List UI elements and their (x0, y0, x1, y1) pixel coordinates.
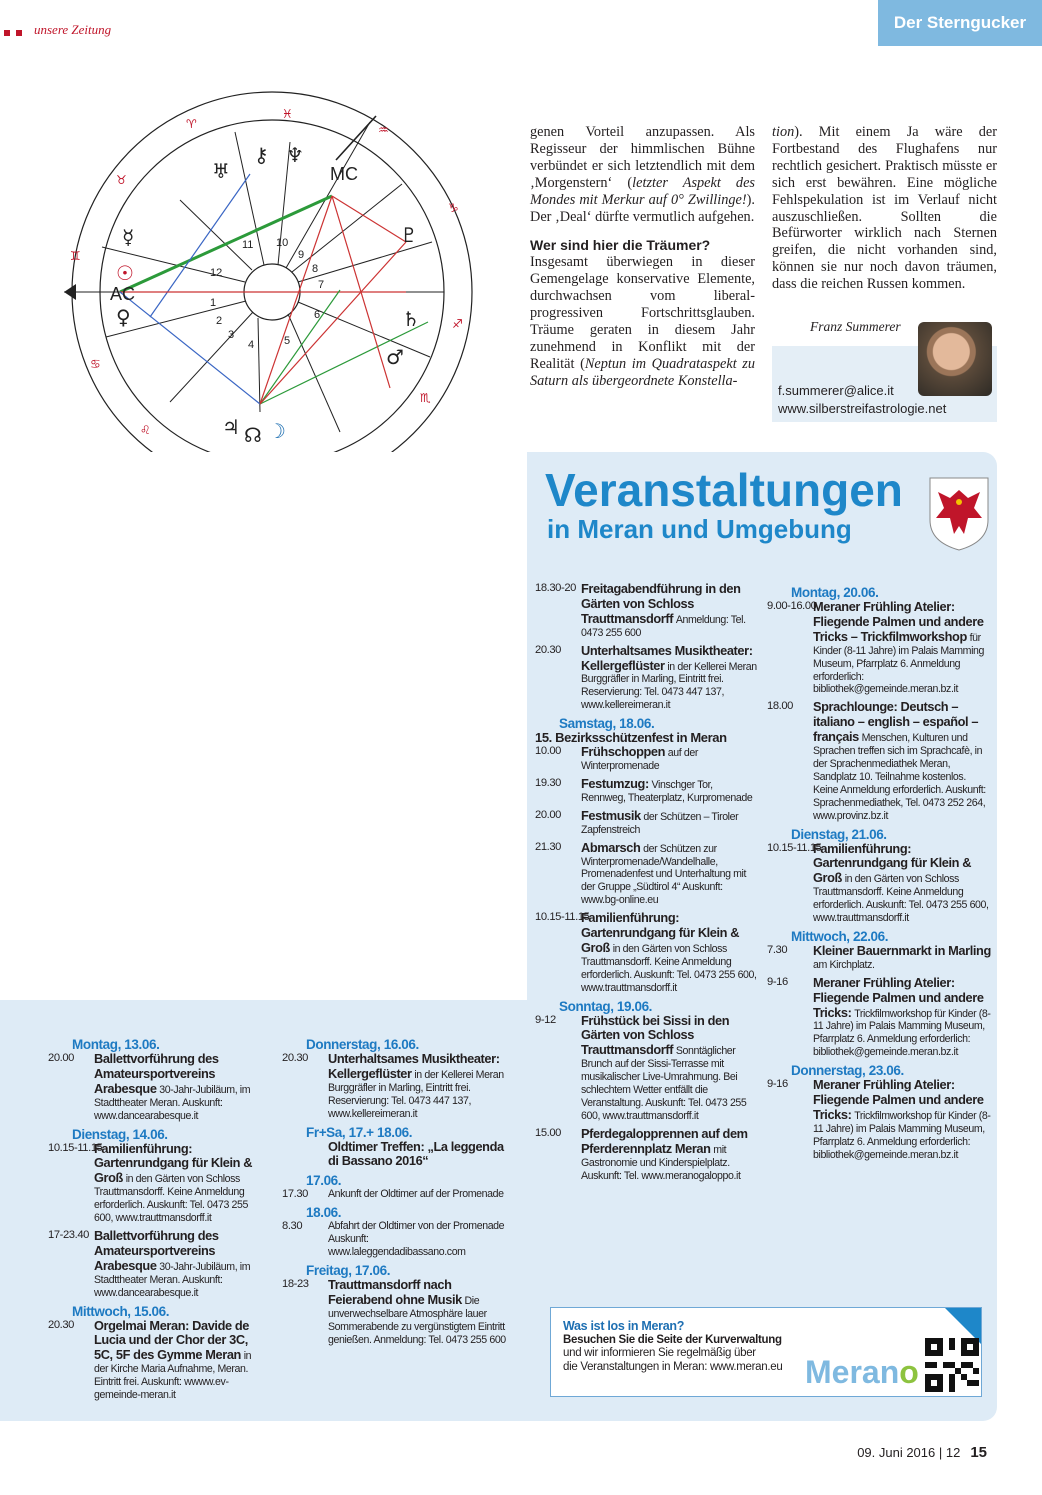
event-item (535, 777, 757, 805)
event-name: Freitagabendführung in den Gärten von Schloss Trauttmansdorff (581, 581, 741, 626)
event-name: Abmarsch (581, 839, 641, 855)
event-day-heading: Fr+Sa, 17.+ 18.06. (306, 1124, 413, 1140)
event-name: Meraner Frühling Atelier: Fliegende Palmen und andere Tricks: (813, 974, 984, 1020)
event-details: in der Kellerei Meran Burggräfler in Marling, Eintritt frei. Reservierung: Tel. 0473 447 137, www.kellereimeran.it (581, 660, 757, 712)
svg-text:♋: ♋ (90, 357, 101, 371)
event-details: 30-Jahr-Jubiläum, im Stadttheater Meran. Auskunft: www.dancearabesque.it (94, 1260, 251, 1299)
event-details: Ankunft der Oldtimer auf der Promenade (328, 1188, 504, 1201)
event-time: 15.00 (535, 1126, 561, 1139)
svg-text:♐: ♐ (452, 317, 463, 331)
house-number: 9 (298, 249, 305, 261)
event-time: 7.30 (767, 943, 788, 956)
svg-text:♇: ♇ (400, 223, 418, 247)
event-item (535, 841, 757, 908)
event-item (535, 1127, 757, 1183)
svg-text:♈: ♈ (186, 117, 197, 131)
events-column-2 (282, 1034, 508, 1351)
events-column-3 (535, 582, 757, 1186)
events-column-4 (767, 582, 991, 1166)
event-details: auf der Winterpromenade (581, 747, 698, 773)
event-details: in den Gärten von Schloss Trauttmansdorff. Keine Anmeldung erforderlich. Auskunft: Tel. 0473 255 600, www.trauttmansdorff.it (94, 1173, 249, 1225)
article-subhead: Wer sind hier die Träumer? (530, 237, 711, 254)
event-details: am Kirchplatz. (813, 958, 875, 971)
event-group-heading: 15. Bezirksschützenfest in Meran (535, 730, 727, 746)
event-details: Die unverwechselbare Atmosphäre lauer Sommerabende zu vergünstigtem Eintritt genießen. Anmeldung: Tel. 0473 255 600 (328, 1294, 506, 1346)
svg-text:♅: ♅ (212, 159, 230, 183)
header-mark (16, 30, 22, 36)
house-number: 5 (284, 335, 291, 347)
event-name: Kleiner Bauernmarkt in Marling (813, 942, 991, 958)
event-name: Sprachlounge: Deutsch – italiano – english – español – français (813, 699, 979, 745)
svg-text:♃: ♃ (222, 415, 240, 439)
event-name: Frühschoppen (581, 744, 666, 760)
event-day-heading: Montag, 13.06. (72, 1037, 160, 1052)
svg-text:♆: ♆ (286, 143, 304, 167)
event-item (535, 1014, 757, 1123)
panel-cutout (0, 452, 527, 1000)
event-details: Sonntäglicher Brunch auf der Sissi-Terrasse mit musikalischer Live-Umrahmung. Bei schlechtem Wetter entfällt die Veranstaltung. Auskunft: Tel. 0473 255 600, www.trauttmansdorff.it (581, 1045, 747, 1122)
event-details: der Schützen – Tiroler Zapfenstreich (581, 810, 739, 836)
house-number: 2 (216, 315, 223, 327)
svg-text:♂: ♂ (386, 345, 404, 369)
publication-logo: unsere Zeitung (34, 22, 112, 37)
event-time: 20.30 (48, 1318, 74, 1331)
event-name: Festumzug: (581, 775, 649, 791)
event-details: für Kinder (8-11 Jahre) im Palais Mamming Museum, Pfarrplatz 6. Anmeldung erforderlich: bibliothek@gemeinde.meran.bz.it (813, 631, 985, 696)
event-item (48, 1052, 266, 1123)
event-name: Trauttmansdorff nach Feierabend ohne Musik (328, 1276, 462, 1307)
house-number: 7 (318, 279, 325, 291)
author-website[interactable]: www.silberstreifastrologie.net (778, 401, 947, 416)
event-name: Pferdegalopprennen auf dem Pferderennplatz Meran (581, 1125, 748, 1156)
event-name: Ballettvorführung des Amateursportvereins Arabesque (94, 1227, 219, 1273)
event-details: in der Kirche Maria Aufnahme, Meran. Eintritt frei. Auskunft: wwww.ev-gemeinde-meran.it (94, 1350, 252, 1402)
event-details: Trickfilmworkshop für Kinder (8-11 Jahre) im Palais Mamming Museum, Pfarrplatz 6. Anmeldung erforderlich: bibliothek@gemeinde.meran.bz.it (813, 1110, 991, 1161)
horoscope-chart (50, 82, 510, 492)
event-item (535, 911, 757, 994)
svg-text:♌: ♌ (140, 423, 151, 437)
svg-text:⚷: ⚷ (254, 143, 269, 167)
event-time: 18.00 (767, 700, 793, 713)
event-details: in den Gärten von Schloss Trauttmansdorff. Keine Anmeldung erforderlich. Auskunft: Tel. 0473 255 600, www.trauttmansdorff.it (581, 942, 757, 994)
event-day-heading: Freitag, 17.06. (306, 1262, 391, 1278)
event-time: 10.15-11.15 (767, 841, 822, 854)
event-item (535, 644, 757, 713)
event-details: Vinschger Tor, Rennweg, Theaterplatz, Kurpromenade (581, 778, 753, 804)
event-details: in der Kellerei Meran Burggräfler in Marling, Eintritt frei. Reservierung: Tel. 0473 447 137, www.kellereimeran.it (328, 1068, 504, 1120)
svg-text:♑: ♑ (448, 201, 459, 215)
event-name: Orgelmai Meran: Davide de Lucia und der Chor der 3C, 5C, 5F des Gymme Meran (94, 1317, 249, 1363)
house-number: 12 (210, 267, 223, 279)
event-details: in den Gärten von Schloss Trauttmansdorff. Keine Anmeldung erforderlich. Auskunft: Tel. 0473 255 600, www.trauttmansdorff.it (813, 873, 989, 925)
event-item (767, 842, 991, 925)
events-title: Veranstaltungen (545, 464, 903, 516)
event-time: 10.15-11.15 (48, 1141, 103, 1154)
kurverwaltung-box[interactable] (550, 1307, 982, 1397)
event-name: Meraner Frühling Atelier: Fliegende Palmen und andere Tricks – Trickfilmworkshop (813, 599, 984, 644)
event-name: Familienführung: Gartenrundgang für Klein & Groß (581, 910, 740, 955)
event-day-heading: Donnerstag, 16.06. (306, 1037, 419, 1052)
event-time: 8.30 (282, 1220, 303, 1233)
event-name: Frühstück bei Sissi in den Gärten von Schloss Trauttmansdorff (581, 1012, 730, 1058)
svg-text:♊: ♊ (70, 249, 81, 263)
page-footer (857, 1444, 987, 1461)
svg-text:♄: ♄ (402, 307, 420, 331)
event-item (767, 600, 991, 696)
event-name: Festmusik (581, 807, 641, 823)
event-day-heading: Mittwoch, 22.06. (791, 928, 889, 944)
section-tab: Der Sterngucker (878, 0, 1042, 46)
svg-text:☊: ☊ (244, 423, 262, 447)
house-number: 6 (314, 309, 321, 321)
event-day-heading: Montag, 20.06. (791, 585, 879, 600)
event-time: 18-23 (282, 1277, 309, 1290)
cta-line: Besuchen Sie die Seite der Kurverwaltung (563, 1333, 782, 1346)
svg-text:♏: ♏ (420, 391, 431, 405)
cta-title: Was ist los in Meran? (563, 1319, 685, 1333)
svg-text:♀: ♀ (116, 305, 131, 329)
event-name: Familienführung: Gartenrundgang für Klein & Groß (813, 840, 972, 886)
event-day-heading: 18.06. (306, 1205, 342, 1221)
event-details: 30-Jahr-Jubiläum, im Stadttheater Meran. Auskunft: www.dancearabesque.it (94, 1083, 251, 1122)
qr-code-icon (925, 1338, 979, 1392)
article-column-3: genen Vorteil anzupassen. Als Regisseur der himmlischen Bühne verbündet er sich letztendlich mit dem ‚Morgenstern‘ (letzter Aspekt des Mondes mit Merkur auf 0° Zwillinge!). Der ‚Deal‘ dürfte vermutlich aufgehen. Wer sind hier die Träumer? Insgesamt überwiegen in dieser Gemengelage konservative Elemente, durchwachsen vom liberal-progressiven Fortschrittsglauben. Träume geraten in diesem Jahr zunehmend in Konflikt mit der Realität (Neptun im Quadrataspekt zu Saturn als übergeordnete Konstella- (530, 124, 755, 389)
event-day-heading: Dienstag, 21.06. (791, 826, 887, 842)
event-details: der Schützen zur Winterpromenade/Wandelhalle, Promenadenfest und Unterhaltung mit der Gruppe „Südtirol 4“ Auskunft: www.bg-online.eu (581, 842, 747, 907)
event-time: 9-16 (767, 975, 788, 988)
house-number: 3 (228, 329, 235, 341)
author-name: Franz Summerer (810, 319, 901, 334)
event-time: 20.00 (535, 808, 561, 821)
coat-of-arms-icon (928, 476, 990, 552)
events-column-1 (48, 1034, 266, 1406)
event-name: Unterhaltsames Musiktheater: Kellergeflüster (581, 642, 753, 673)
event-item (767, 1078, 991, 1161)
event-item (282, 1140, 508, 1170)
event-day-heading: Donnerstag, 23.06. (791, 1063, 904, 1079)
event-time: 10.00 (535, 745, 561, 758)
event-time: 9.00-16.00 (767, 600, 817, 612)
house-number: 11 (242, 239, 254, 251)
event-item (282, 1220, 508, 1259)
svg-text:☿: ☿ (122, 225, 135, 249)
event-day-heading: Mittwoch, 15.06. (72, 1303, 170, 1319)
event-details: mit Gastronomie und Kinderspielplatz. Auskunft: Tel. www.meranogaloppo.it (581, 1143, 741, 1182)
cta-line: und wir informieren Sie regelmäßig über (563, 1347, 756, 1359)
event-time: 20.00 (48, 1052, 74, 1064)
mc-label: MC (330, 164, 358, 184)
event-time: 10.15-11.15 (535, 911, 590, 924)
issue-date: 09. Juni 2016 | 12 (857, 1445, 961, 1460)
cta-line[interactable]: die Veranstaltungen in Meran: www.meran.eu (563, 1360, 783, 1373)
event-day-heading: Dienstag, 14.06. (72, 1126, 168, 1142)
svg-text:♓: ♓ (282, 107, 293, 121)
svg-text:♉: ♉ (116, 173, 127, 187)
event-name: Meraner Frühling Atelier: Fliegende Palmen und andere Tricks: (813, 1077, 984, 1122)
event-details: Menschen, Kulturen und Sprachen treffen sich im Sprachcafè, in der Sprachenmediathek Meran, Sandplatz 10. Teilnahme kostenlos. Keine Anmeldung erforderlich. Auskunft: Sprachenmediathek, Tel. 0473 252 264, www.provinz.bz.it (813, 732, 986, 822)
merano-logo: Merano (805, 1354, 919, 1390)
event-name: Unterhaltsames Musiktheater: Kellergeflüster (328, 1051, 500, 1081)
event-details: Abfahrt der Oldtimer von der Promenade Auskunft: www.laleggendadibassano.com (328, 1220, 505, 1259)
event-day-heading: Samstag, 18.06. (559, 716, 655, 732)
event-day-heading: 17.06. (306, 1173, 342, 1189)
event-item (535, 809, 757, 837)
event-time: 17-23.40 (48, 1228, 89, 1241)
event-time: 20.30 (282, 1052, 308, 1064)
page-number: 15 (970, 1444, 987, 1461)
event-name: Familienführung: Gartenrundgang für Klein & Groß (94, 1140, 253, 1186)
event-item (282, 1188, 508, 1201)
events-subtitle: in Meran und Umgebung (547, 514, 852, 544)
event-time: 19.30 (535, 776, 561, 789)
event-item (767, 976, 991, 1059)
svg-text:☽: ☽ (268, 419, 286, 443)
event-details: Anmeldung: Tel. 0473 255 600 (581, 613, 746, 639)
svg-text:♒: ♒ (378, 123, 389, 137)
event-item (767, 944, 991, 972)
event-item (535, 745, 757, 773)
house-number: 4 (248, 339, 255, 351)
event-time: 18.30-20 (535, 582, 576, 594)
author-contact (778, 382, 946, 418)
event-item (767, 700, 991, 822)
ac-label: AC (110, 284, 136, 304)
event-name: Ballettvorführung des Amateursportvereins Arabesque (94, 1051, 219, 1096)
article-column-4: tion). Mit einem Ja wäre der Fortbestand des Flughafens nur rechtlich gesichert. Praktisch müsste er sich erst bewähren. Eine mögliche Fehlspekulation ist im Verlauf nicht auszuschließen. Sollten die Befürworter wirklich nach Sternen greifen, die nicht vorhanden sind, können sie nur noch davon träumen, dass die reichen Russen kommen. (772, 124, 997, 293)
event-item (48, 1229, 266, 1300)
svg-text:☉: ☉ (116, 261, 134, 285)
event-item (282, 1278, 508, 1347)
event-item (282, 1052, 508, 1121)
event-time: 21.30 (535, 840, 561, 853)
event-day-heading: Sonntag, 19.06. (559, 998, 653, 1014)
event-time: 17.30 (282, 1188, 308, 1201)
event-item (48, 1319, 266, 1402)
house-number: 10 (276, 237, 289, 249)
event-details: Trickfilmworkshop für Kinder (8-11 Jahre) im Palais Mamming Museum, Pfarrplatz 6. Anmeldung erforderlich: bibliothek@gemeinde.meran.bz.it (813, 1007, 991, 1059)
author-email[interactable]: f.summerer@alice.it (778, 383, 894, 398)
event-item (48, 1142, 266, 1225)
event-time: 9-12 (535, 1013, 556, 1026)
event-name: Oldtimer Treffen: „La leggenda di Bassano 2016“ (328, 1138, 504, 1169)
event-item (535, 582, 757, 640)
house-number: 8 (312, 263, 319, 275)
event-time: 9-16 (767, 1078, 788, 1091)
header-mark (4, 30, 10, 36)
house-number: 1 (210, 297, 217, 309)
event-time: 20.30 (535, 643, 561, 656)
